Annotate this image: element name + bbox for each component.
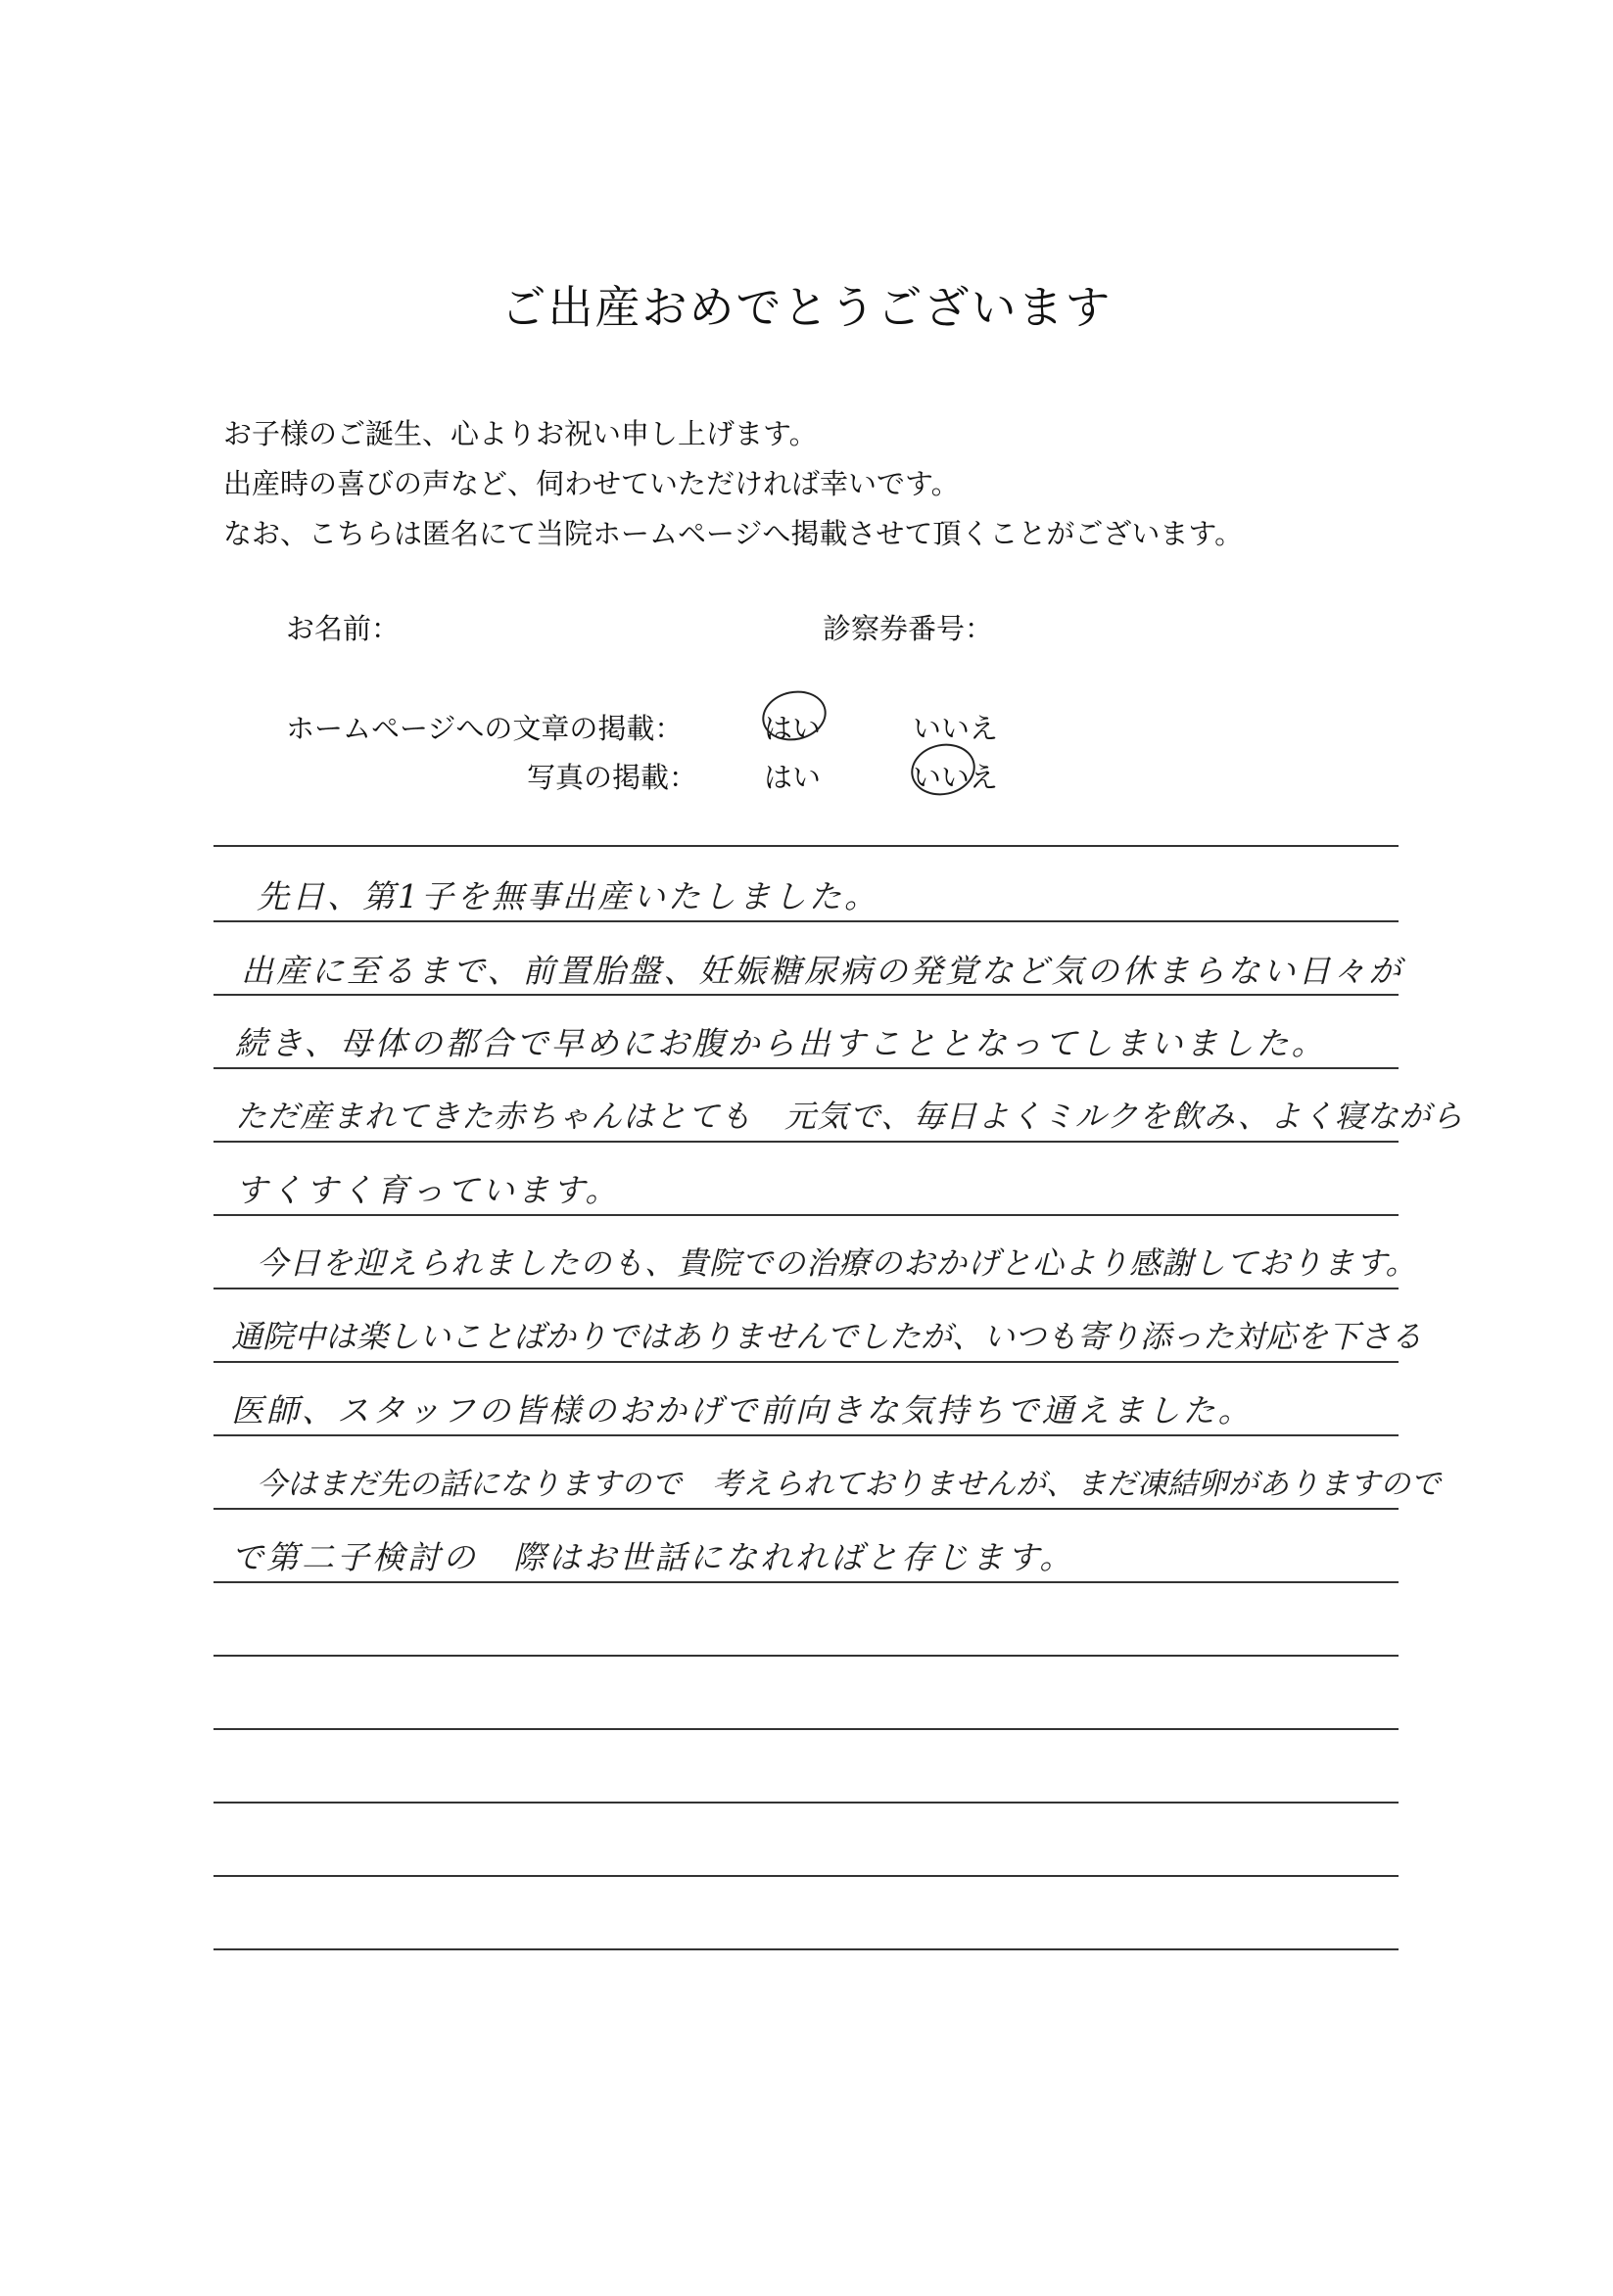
ruled-line: [213, 1508, 1399, 1510]
handwritten-line: 医師、スタッフの皆様のおかげで前向きな気持ちで通えました。: [231, 1391, 1254, 1429]
ruled-line: [213, 1288, 1399, 1289]
handwritten-line: で第二子検討の 際はお世話になれればと存じます。: [231, 1538, 1075, 1576]
intro-line: 出産時の喜びの声など、伺わせていただければ幸いです。: [223, 467, 960, 500]
handwritten-line: ただ産まれてきた赤ちゃんはとても 元気で、毎日よくミルクを飲み、よく寝ながら: [235, 1098, 1464, 1135]
intro-text: [223, 409, 1243, 559]
ruled-line: [213, 1141, 1399, 1143]
form-title: ご出産おめでとうございます: [500, 281, 1113, 334]
handwritten-line: 出産に至るまで、前置胎盤、妊娠糖尿病の発覚など気の休まらない日々が: [241, 952, 1404, 990]
ruled-line: [213, 1361, 1399, 1363]
handwritten-line: すくすく育っています。: [235, 1171, 621, 1209]
ruled-line: [213, 1655, 1399, 1657]
ruled-line: [213, 1802, 1399, 1804]
photo-consent-yes-option[interactable]: はい: [764, 761, 822, 794]
ruled-line: [213, 1214, 1399, 1216]
handwritten-line: 通院中は楽しいことばかりではありませんでしたが、いつも寄り添った対応を下さる: [231, 1318, 1423, 1355]
handwritten-line: 先日、第1子を無事出産いたしました。: [257, 877, 879, 915]
ruled-line: [213, 1581, 1399, 1583]
text-consent-no-option[interactable]: いいえ: [913, 712, 999, 745]
ruled-line: [213, 1875, 1399, 1877]
handwritten-line: 今はまだ先の話になりますので 考えられておりませんが、まだ凍結卵がありますので: [257, 1467, 1441, 1502]
photo-consent-label: 写真の掲載：: [527, 761, 698, 794]
handwritten-line: 今日を迎えられましたのも、貴院での治療のおかげと心より感謝しております。: [257, 1244, 1418, 1282]
intro-line: お子様のご誕生、心よりお祝い申し上げます。: [223, 417, 818, 450]
intro-line: なお、こちらは匿名にて当院ホームページへ掲載させて頂くことがございます。: [223, 517, 1244, 550]
photo-consent-no-option[interactable]: いいえ: [913, 761, 999, 794]
ruled-line: [213, 1948, 1399, 1950]
ruled-line: [213, 845, 1399, 847]
ruled-line: [213, 1728, 1399, 1730]
ruled-line: [213, 920, 1399, 922]
name-label: お名前：: [286, 612, 401, 645]
ruled-line: [213, 1067, 1399, 1069]
ruled-line: [213, 1434, 1399, 1436]
handwritten-line: 続き、母体の都合で早めにお腹から出すこととなってしまいました。: [235, 1024, 1327, 1062]
ruled-line: [213, 994, 1399, 996]
text-consent-yes-option[interactable]: はい: [764, 712, 822, 745]
text-consent-label: ホームページへの文章の掲載：: [286, 712, 684, 745]
patient-number-label: 診察券番号：: [823, 612, 994, 645]
